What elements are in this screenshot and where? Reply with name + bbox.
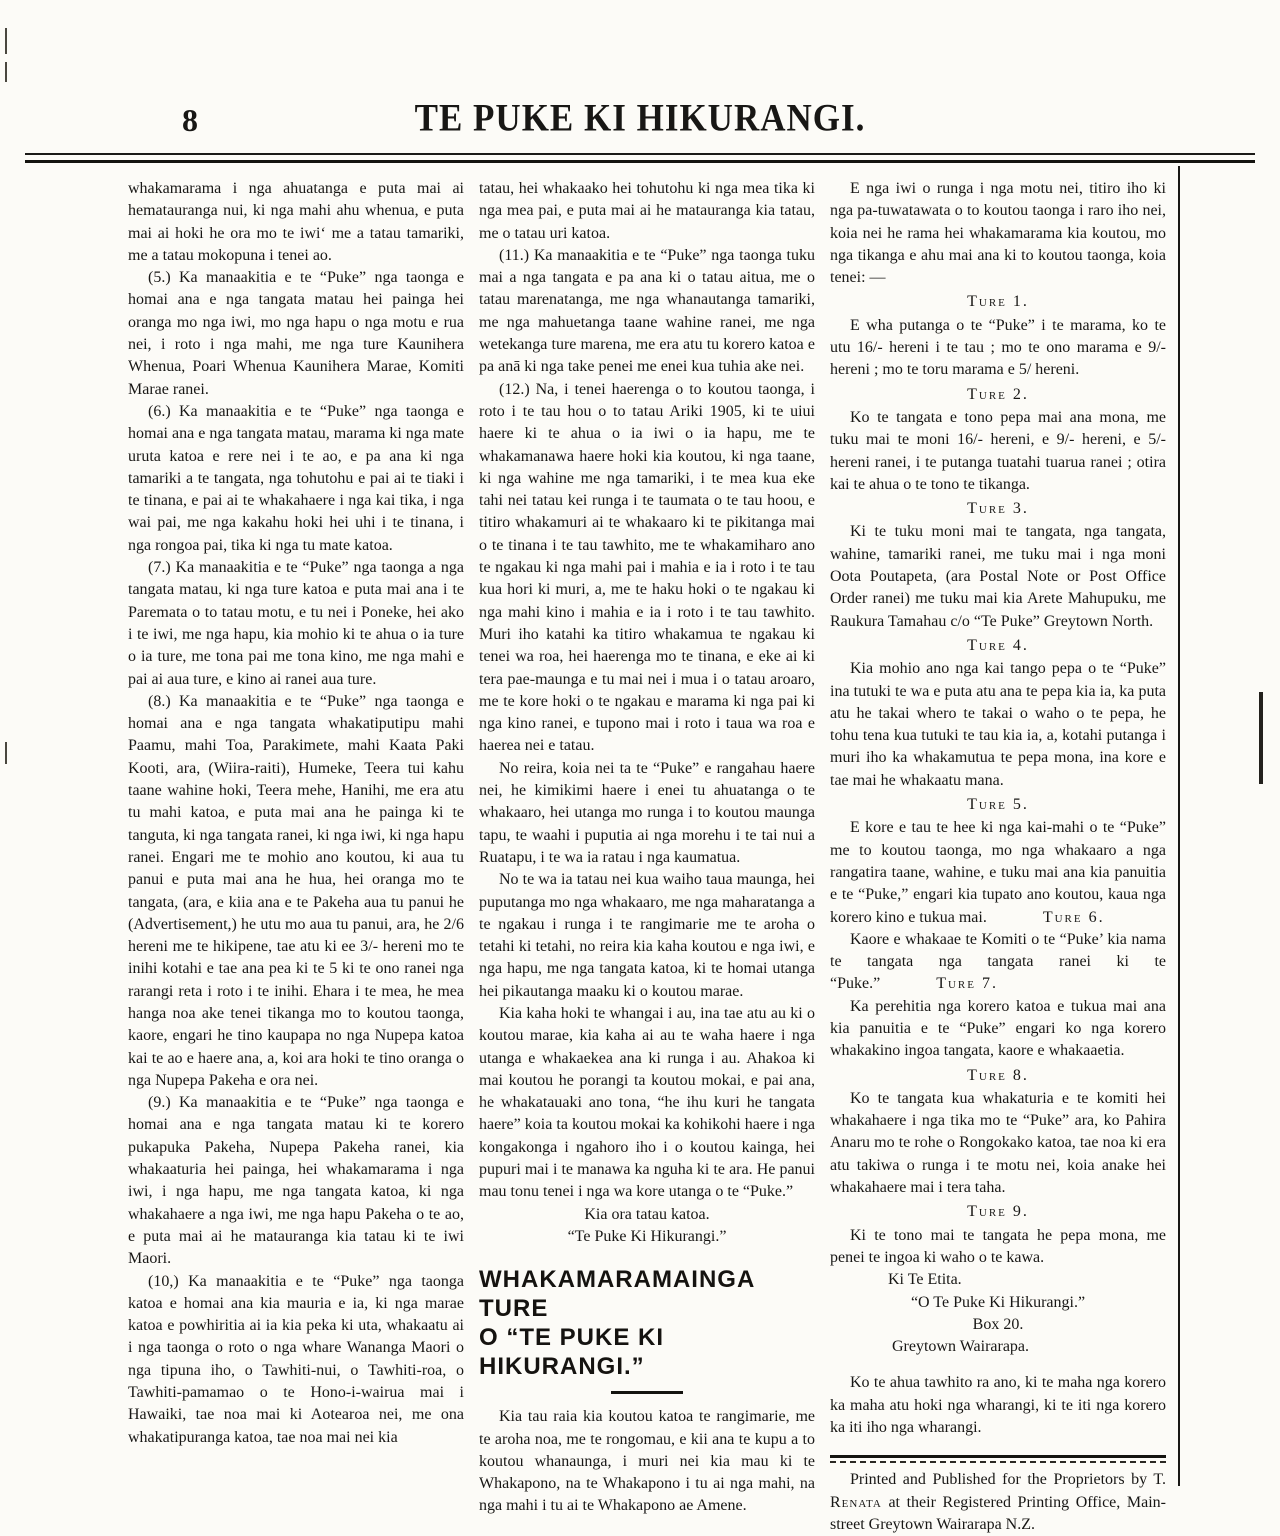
section-heading (479, 1265, 815, 1394)
ture-heading: Ture 3. (967, 500, 1029, 518)
paragraph: (8.) Ka manaakitia e te “Puke” nga taonga e homai ana e nga tangata whakatiputipu mahi Paamu, mahi Toa, Parakimete, mahi Kaata Paki Kooti, ara, (Wiira-raiti), Humeke, Teera tui kahu taane wahine hoki, Teera mehe, Hanihi, me era atu tu mahi katoa, e puta mai ana he painga ki te tanguta, ki nga tangata ranei, ki nga iwi, ki nga hapu ranei. Engari me te mohio ano koutou, ki aua tu panui e puta mai ana he hua, hei oranga mo te tangata, (ara, e kiia ana e te Pakeha aua tu panui he (Advertisement,) he utu mo aua tu panui, ara, he 2/6 hereni me te hikipene, tae atu ki ee 3/- hereni mo te inihi kotahi e tae ana pea ki te 5 ki te ono ranei nga rarangi reta i roto i te inihi. Ehara i te mea, he mea hanga noa ake tenei tikanga mo to koutou taonga, kaore, engari he tino kaupapa no nga Nupepa katoa kai te ao e haere ana, a, koi ara hoki te tino oranga o nga Nupepa Pakeha e ora nei. (128, 692, 464, 1089)
paragraph: Ki te tuku moni mai te tangata, nga tangata, wahine, tamariki ranei, me tuku mai i nga moni Oota Poutapeta, (ara Postal Note or Post Office Order ranei) me tuku mai kia Arete Mahupuku, me Raukura Tamahau c/o “Te Puke” Greytown North. (830, 523, 1166, 630)
masthead-double-rule (25, 153, 1255, 163)
paragraph: (9.) Ka manaakitia e te “Puke” nga taonga e homai ana e nga tangata matau ki te korero pukapuka Pakeha, Nupepa Pakeha ranei, kia whakaaturia hei painga, hei whakamarama i nga iwi, i nga hapu, me nga tangata katoa, ki nga whakahaere a nga iwi, me nga hapu Pakeha o te ao, e puta mai ai he matauranga kia tatau ki te iwi Maori. (128, 1094, 464, 1268)
imprint-divider-dashes (830, 1461, 1166, 1463)
paragraph: Ko te tangata kua whakaturia e te komiti hei whakahaere i nga tika mo te “Puke” ara, ko Pahira Anaru mo te rohe o Rongokako katoa, tae noa ki era atu takiwa o runga i te motu nei, koia anake hei whakahaere mai i tera taha. (830, 1089, 1166, 1197)
column-1 (128, 178, 464, 1449)
paragraph: Kia mohio ano nga kai tango pepa o te “Puke” ina tutuki te wa e puta atu ana te pepa kia ia, ka puta atu he takai whero te takai o waho o te pepa, he tohu tena kua tutuki te tau kia ia, a, kotahi putanga i muri iho ka whakamutua te pepa mona, ina kore e tae mai he whakaatu mana. (830, 660, 1166, 789)
paragraph: (7.) Ka manaakitia e te “Puke” nga taonga a nga tangata matau, ki nga ture katoa e puta mai ana i te Paremata o to tatau motu, e tu nei i Poneke, hei ako i te iwi, me nga hapu, kia mohio ki te ahua o ia ture o ia ture, me tona pai me tona kino, me nga mahi e pai ai aua ture, e kino ai ranei aua ture. (128, 559, 464, 688)
section-heading-line: O “TE PUKE KI HIKURANGI.” (479, 1324, 665, 1381)
paragraph: E wha putanga o te “Puke” i te marama, ko te utu 16/- hereni i te tau ; mo te ono marama e 9/- hereni ; mo te toru marama e 5/ hereni. (830, 316, 1166, 379)
imprint-text: at their Registered Printing Office, Main-street Greytown Wairarapa N.Z. (830, 1493, 1166, 1533)
section-heading-line: WHAKAMARAMAINGA TURE (479, 1266, 755, 1323)
section-heading-rule (611, 1391, 683, 1394)
imprint-name-smallcaps: Renata (830, 1493, 882, 1511)
paragraph: Ko te tangata e tono pepa mai ana mona, me tuku mai te moni 16/- hereni, e 9/- hereni, e 5/- hereni ranei, i te putanga tuatahi tuarua ranei ; otira kai te ahua o te tono te tikanga. (830, 408, 1166, 493)
paragraph: (5.) Ka manaakitia e te “Puke” nga taonga e homai ana e nga tangata matau hei painga hei oranga mo nga iwi, mo nga hapu o nga motu e rua nei, i roto i nga mahi, me nga ture Kaunihera Whenua, Poari Whenua Kaunihera Marae, Komiti Marae ranei. (128, 269, 464, 398)
article-columns (128, 178, 1166, 1536)
ture-heading: Ture 9. (967, 1203, 1029, 1221)
paragraph: (12.) Na, i tenei haerenga o to koutou taonga, i roto i te tau hou o to tatau Ariki 1905, ki te uiui haere ki te ahua o ia iwi o ia hapu, me te whakamanawa haere hoki kia koutou, ki nga taane, ki nga wahine me nga tamariki, i te mea kua eke tahi nei tatau kei runga i te taumata o te tau hoou, e titiro whakamuri ai te whakaaro ki te pikitanga mai o te tinana i te tau tawhito, me te whakamiharo ano te ngakau ki nga mahi pai i mahia e ia i roto i te tau kua hori ki muri, a, me te haku hoki o te ngakau ki nga mahi kino i mahia e ia i roto i te tau tawhito. Muri iho katahi ka titiro whakamua te ngakau ki tenei wa roa, hei haerenga mo te tinana, e eke ai ki tera pae-maunga e tu mai nei i mua i o tatau aroaro, me te kore hoki o te ngakau e marama ki nga pai ki nga kino ranei, e tupono mai i roto i taua wa roa e haerea nei e tatau. (479, 380, 815, 755)
paragraph: No te wa ia tatau nei kua waiho taua maunga, hei puputanga mo nga whakaaro, me nga maharatanga a te ngakau i runga i te rangimarie me te aroha o tetahi ki tetahi, no reira kia kaha koutou e nga iwi, e nga hapu, me nga tangata katoa, ki te homai utanga hei pikautanga maaku ki o koutou marae. (479, 871, 815, 1000)
paragraph: Kia kaha hoki te whangai i au, ina tae atu au ki o koutou marae, kia kaha ai au te waha haere i nga utanga e whakaekea ana ki runga i au. Ahakoa ki mai koutou he porangi ta koutou mokai, e pai ana, he whakatauaki ano tona, “he ihu kuri he tangata haere” koia ta koutou mokai ka kohikohi haere i nga kongakonga i ngahoro iho i o koutou kainga, hei pupuri mai i te manawa ka nguha ki te ara. He panui mau tonu tenei i nga wa kore utanga o te “Puke.” (479, 1004, 815, 1201)
ture-heading: Ture 8. (967, 1066, 1029, 1084)
paragraph: Ka perehitia nga korero katoa e tukua mai ana kia panuitia e te “Puke” engari ko nga korero whakakino ingoa tangata, kaore e whakaaetia. (830, 997, 1166, 1060)
ture-heading: Ture 2. (967, 385, 1029, 403)
newspaper-title: TE PUKE KI HIKURANGI. (414, 96, 866, 140)
ture-heading: Ture 4. (967, 636, 1029, 654)
page-number: 8 (182, 102, 198, 138)
centered-line: Kia ora tatau katoa. (584, 1205, 710, 1223)
centered-line: “O Te Puke Ki Hikurangi.” (910, 1293, 1086, 1311)
paragraph: Ki te tono mai te tangata he pepa mona, me penei te ingoa ki waho o te kawa. (830, 1226, 1166, 1266)
paragraph: Ko te ahua tawhito ra ano, ki te maha nga korero ka maha atu hoki nga wharangi, ki te iti nga korero ka iti iho nga wharangi. (830, 1374, 1166, 1437)
page-edge-mark (1259, 692, 1263, 784)
margin-mark (5, 28, 7, 54)
ture-heading-inline: Ture 7. (936, 975, 998, 993)
column-rule-right (1178, 166, 1180, 1486)
paragraph: tatau, hei whakaako hei tohutohu ki nga mea tika ki nga mea pai, e puta mai ai he matauranga kia tatau, me o tatau uri katoa. (479, 180, 815, 242)
margin-mark (5, 742, 7, 764)
centered-line: Box 20. (972, 1315, 1024, 1333)
paragraph: No reira, koia nei ta te “Puke” e rangahau haere nei, he kimikimi haere i enei tu ahuatanga o te whakaaro, hei utanga mo runga i to koutou maunga tapu, te waahi i puputia ai nga morehu i te tai nui a Ruatapu, i te wa ia ratau i nga kaumatua. (479, 759, 815, 866)
address-line: Greytown Wairarapa. (892, 1338, 1030, 1356)
masthead (0, 88, 1280, 158)
imprint-text: Printed and Published for the Proprietors by T. (850, 1471, 1166, 1489)
ture-heading: Ture 5. (967, 796, 1029, 814)
margin-mark (5, 62, 7, 82)
ture-heading: Ture 1. (967, 293, 1029, 311)
paragraph: Kia tau raia kia koutou katoa te rangimarie, me te aroha noa, me te rongomau, e kii ana te kupu a to koutou whanaunga, i muri nei kia mau ki te Whakapono, na te Whakapono i tu ai nga mahi, na nga mahi i tu ai te Whakapono ae Amene. (479, 1408, 815, 1515)
paragraph: whakamarama i nga ahuatanga e puta mai ai hematauranga nui, ki nga mahi ahu whenua, e puta mai ai hoki he ora mo te iwi‘ me a tatau tamariki, me a tatau mokopuna i tenei ao. (128, 180, 464, 264)
imprint (830, 1469, 1166, 1536)
centered-line: “Te Puke Ki Hikurangi.” (567, 1227, 727, 1245)
imprint-divider-rule (830, 1455, 1166, 1463)
paragraph: E kore e tau te hee ki nga kai-mahi o te “Puke” me to koutou taonga, mo nga whakaaro a nga rangatira taane, wahine, e tuku mai ana kia panuitia e te “Puke,” engari kia tupato ano koutou, kaua nga korero kino e tukua mai. Ture 6. (830, 819, 1166, 926)
ture-heading-inline: Ture 6. (1042, 908, 1105, 926)
column-2 (479, 178, 815, 1518)
paragraph: (10,) Ka manaakitia e te “Puke” nga taonga katoa e homai ana kia mauria e ia, ki nga marae katoa e powhiritia ai ia kia peka ki uta, whakaatu ai i nga taonga o roto o nga whare Wananga Maori o nga tipuna iho, o Tawhiti-nui, o Tawhiti-roa, o Tawhiti-pamamao o te Hono-i-wairua mai i Hawaiki, tae noa mai ki Aotearoa nei, me ona whakatipuranga katoa, tae noa mai nei kia (128, 1272, 464, 1446)
paragraph: E nga iwi o runga i nga motu nei, titiro iho ki nga pa-tuwatawata o to koutou taonga i raro iho nei, koia nei he rama hei whakamarama kia koutou, mo nga tikanga e ahu mai ana ki to koutou taonga, koia tenei: — (830, 180, 1166, 287)
paragraph: (11.) Ka manaakitia e te “Puke” nga taonga tuku mai a nga tangata e pa ana ki o tatau aitua, me o tatau marenatanga, me nga whanautanga tamariki, me nga mahuetanga taane wahine ranei, me nga wetekanga ture marena, me era atu tu korero katoa e pa anā ki nga take penei me enei kua tuhia ake nei. (479, 246, 815, 376)
column-3 (830, 178, 1166, 1536)
paragraph: Kaore e whakaae te Komiti o te “Puke’ kia nama te tangata nga tangata ranei ki te “Puke.” Ture 7. (830, 930, 1166, 993)
address-line: Ki Te Etita. (888, 1271, 962, 1289)
paragraph: (6.) Ka manaakitia e te “Puke” nga taonga e homai ana e nga tangata matau, marama ki nga mate uruta katoa e rere nei i te ao, e pa ana ki nga tamariki a te tangata, nga tohutohu e pai ai te tiaki i te tinana, e pai ai te whakahaere i nga kai tika, i nga wai pai, me nga kakahu hoki hei uhi i te tinana, i nga rongoa pai, tika ki nga tu mate katoa. (128, 402, 464, 554)
